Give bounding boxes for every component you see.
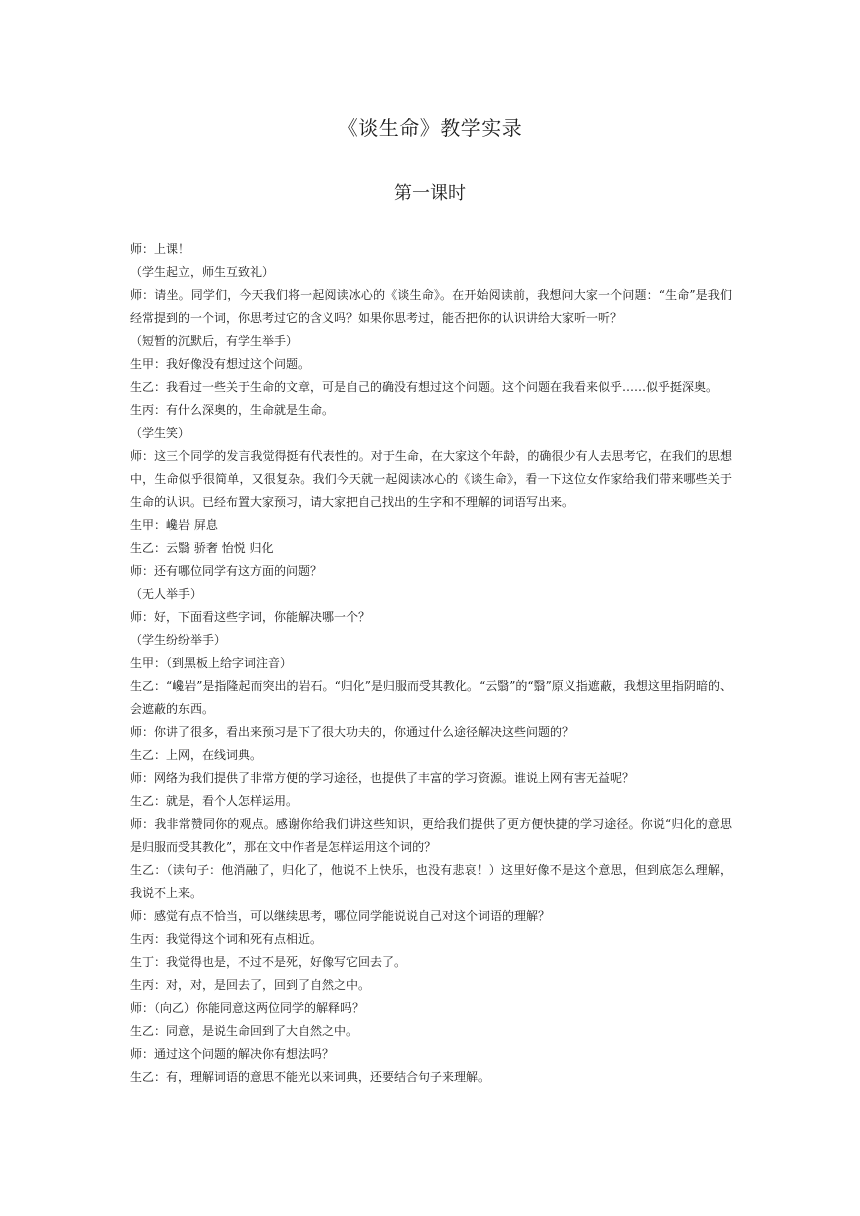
transcript-paragraph: 生乙：“巉岩”是指隆起而突出的岩石。“归化”是归服而受其教化。“云翳”的“翳”原义指遮蔽，我想这里指阴暗的、会遮蔽的东西。 (130, 679, 732, 716)
document-title: 《谈生命》教学实录 (337, 116, 523, 140)
transcript-paragraph: （学生纷纷举手） (130, 633, 227, 647)
transcript-paragraph: （短暂的沉默后，有学生举手） (130, 334, 299, 348)
transcript-paragraph: 师：通过这个问题的解决你有想法吗？ (130, 1047, 335, 1061)
transcript-body (130, 238, 732, 1089)
transcript-paragraph: 师：网络为我们提供了非常方便的学习途径，也提供了丰富的学习资源。谁说上网有害无益呢？ (130, 771, 635, 785)
transcript-paragraph: 生乙：就是，看个人怎样运用。 (130, 794, 299, 808)
transcript-paragraph: 师：（向乙）你能同意这两位同学的解释吗？ (130, 1001, 365, 1015)
transcript-paragraph: 生乙：云翳 骄奢 怡悦 归化 (130, 541, 274, 555)
transcript-paragraph: （学生笑） (130, 426, 191, 440)
transcript-paragraph: 生丙：我觉得这个词和死有点相近。 (130, 932, 323, 946)
transcript-paragraph: 师：好，下面看这些字词，你能解决哪一个？ (130, 610, 371, 624)
transcript-paragraph: 生甲：巉岩 屏息 (130, 518, 218, 532)
transcript-paragraph: 生丙：有什么深奥的，生命就是生命。 (130, 403, 335, 417)
transcript-paragraph: 生甲：我好像没有想过这个问题。 (130, 357, 311, 371)
transcript-paragraph: 生丁：我觉得也是，不过不是死，好像写它回去了。 (130, 955, 407, 969)
lesson-subtitle: 第一课时 (394, 183, 466, 204)
transcript-paragraph: 师：上课！ (130, 242, 191, 256)
transcript-paragraph: 师：感觉有点不恰当，可以继续思考，哪位同学能说说自己对这个词语的理解？ (130, 909, 551, 923)
transcript-paragraph: 生乙：我看过一些关于生命的文章，可是自己的确没有想过这个问题。这个问题在我看来似乎……似乎挺深奥。 (130, 380, 719, 394)
transcript-paragraph: 生乙：同意，是说生命回到了大自然之中。 (130, 1024, 359, 1038)
transcript-paragraph: 生乙：有，理解词语的意思不能光以来词典，还要结合句子来理解。 (130, 1070, 491, 1084)
transcript-paragraph: （学生起立，师生互致礼） (130, 265, 275, 279)
transcript-paragraph: 生乙：（读句子：他消融了，归化了，他说不上快乐，也没有悲哀！）这里好像不是这个意思，但到底怎么理解，我说不上来。 (130, 863, 732, 900)
transcript-paragraph: 师：你讲了很多，看出来预习是下了很大功夫的，你通过什么途径解决这些问题的？ (130, 725, 575, 739)
transcript-paragraph: 生乙：上网，在线词典。 (130, 748, 263, 762)
transcript-paragraph: （无人举手） (130, 587, 203, 601)
transcript-paragraph: 生丙：对，对，是回去了，回到了自然之中。 (130, 978, 371, 992)
transcript-paragraph: 生甲：（到黑板上给字词注音） (130, 656, 293, 670)
transcript-paragraph: 师：这三个同学的发言我觉得挺有代表性的。对于生命，在大家这个年龄，的确很少有人去思考它，在我们的思想中，生命似乎很简单，又很复杂。我们今天就一起阅读冰心的《谈生命》，看一下这位女作家给我们带来哪些关于生命的认识。已经布置大家预习，请大家把自己找出的生字和不理解的词语写出来。 (130, 449, 732, 509)
transcript-paragraph: 师：还有哪位同学有这方面的问题？ (130, 564, 323, 578)
transcript-paragraph: 师：请坐。同学们，今天我们将一起阅读冰心的《谈生命》。在开始阅读前，我想问大家一个问题：“生命”是我们经常提到的一个词，你思考过它的含义吗？如果你思考过，能否把你的认识讲给大家听一听？ (130, 288, 732, 325)
transcript-paragraph: 师：我非常赞同你的观点。感谢你给我们讲这些知识，更给我们提供了更方便快捷的学习途径。你说“归化的意思是归服而受其教化”，那在文中作者是怎样运用这个词的？ (130, 817, 732, 854)
